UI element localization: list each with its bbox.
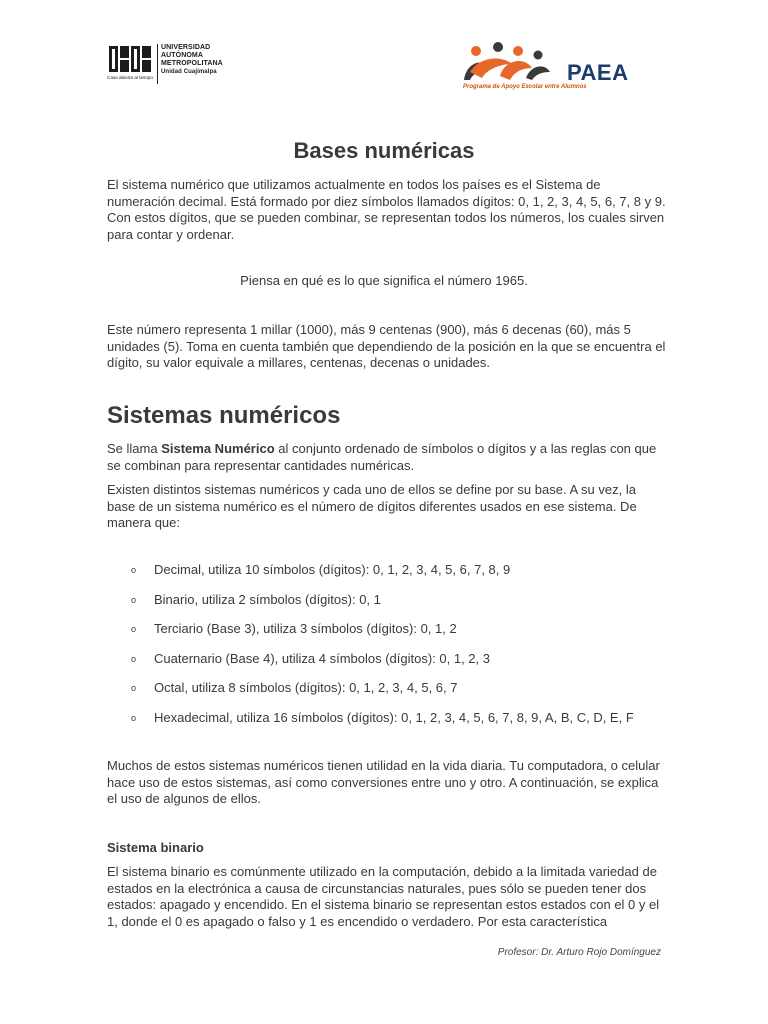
- uam-emblem-icon: [107, 44, 155, 84]
- list-item: [107, 710, 667, 740]
- prompt-paragraph: Piensa en qué es lo que significa el número 1965.: [240, 273, 528, 288]
- bases-intro-paragraph: Existen distintos sistemas numéricos y cada uno de ellos se define por su base. A su vez, la base de un sistema numérico es el número de dígitos diferentes usados en ese sistema. De manera que:: [107, 482, 637, 530]
- binary-paragraph: El sistema binario es comúnmente utilizado en la computación, debido a la limitada variedad de estados en la electrónica a causa de circunstancias naturales, pues sólo se pueden tener dos estados: apagado y encendido. En el sistema binario se representan estos estados con el 0 y el 1, donde el 0 es apagado o falso y 1 es encendido o verdadero. Por esta característica: [107, 864, 660, 929]
- explanation-paragraph: Este número representa 1 millar (1000), más 9 centenas (900), más 6 decenas (60), más 5 unidades (5). Toma en cuenta también que dependiendo de la posición en la que se encuentra el dígito, su valor equivale a millares, centenas, decenas o unidades.: [107, 322, 666, 370]
- uam-name-line-1: UNIVERSIDAD: [161, 44, 211, 51]
- definition-paragraph: [107, 441, 667, 474]
- paea-logo: [460, 42, 660, 102]
- uam-unit: Unidad Cuajimalpa: [161, 69, 217, 75]
- section-heading: Sistemas numéricos: [107, 402, 341, 429]
- bullet-icon: o: [131, 683, 137, 693]
- list-item-text: Binario, utiliza 2 símbolos (dígitos): 0, 1: [154, 591, 381, 607]
- list-item: [107, 562, 667, 592]
- uam-logo: [107, 44, 223, 84]
- intro-paragraph: El sistema numérico que utilizamos actualmente en todos los países es el Sistema de numeración decimal. Está formado por diez símbolos llamados dígitos: 0, 1, 2, 3, 4, 5, 6, 7, 8 y 9. Con estos dígitos, que se pueden combinar, se representan todos los números, los cuales sirven para contar y ordenar.: [107, 177, 666, 242]
- page-title: Bases numéricas: [293, 138, 475, 163]
- list-item-text: Hexadecimal, utiliza 16 símbolos (dígitos): 0, 1, 2, 3, 4, 5, 6, 7, 8, 9, A, B, C, D, E, F: [154, 709, 634, 725]
- list-item-text: Octal, utiliza 8 símbolos (dígitos): 0, 1, 2, 3, 4, 5, 6, 7: [154, 680, 458, 695]
- bullet-icon: o: [131, 565, 137, 575]
- uam-name-line-3: METROPOLITANA: [161, 60, 223, 67]
- list-item-text: Terciario (Base 3), utiliza 3 símbolos (dígitos): 0, 1, 2: [154, 621, 457, 636]
- list-item: [107, 592, 667, 622]
- bullet-icon: o: [131, 712, 137, 723]
- list-item-text: Cuaternario (Base 4), utiliza 4 símbolos (dígitos): 0, 1, 2, 3: [154, 650, 490, 666]
- definition-term: Sistema Numérico: [161, 441, 275, 456]
- list-item-text: Decimal, utiliza 10 símbolos (dígitos): 0, 1, 2, 3, 4, 5, 6, 7, 8, 9: [154, 562, 511, 577]
- uam-divider: [157, 44, 158, 84]
- bullet-icon: o: [131, 624, 137, 634]
- footer-author: Profesor: Dr. Arturo Rojo Domínguez: [497, 947, 661, 958]
- bullet-icon: o: [131, 594, 137, 605]
- list-item: [107, 621, 667, 651]
- list-item: [107, 651, 667, 681]
- bases-list: [107, 562, 667, 739]
- paea-title: PAEA: [567, 60, 629, 85]
- definition-post: al conjunto ordenado de símbolos o dígitos y a las reglas con que se combinan para representar cantidades numéricas.: [107, 441, 657, 473]
- paea-people-icon: [460, 42, 560, 82]
- uam-tagline: Casa abierta al tiempo: [107, 75, 153, 80]
- list-item: [107, 680, 667, 710]
- paea-tagline: Programa de Apoyo Escolar entre Alumnos: [463, 84, 587, 90]
- binary-heading: Sistema binario: [107, 840, 204, 855]
- uam-name: [161, 44, 223, 76]
- bullet-icon: o: [131, 653, 137, 664]
- definition-pre: Se llama: [107, 441, 162, 456]
- usage-paragraph: Muchos de estos sistemas numéricos tienen utilidad en la vida diaria. Tu computadora, o celular hace uso de estos sistemas, así como conversiones entre uno y otro. A continuación, se explica el uso de algunos de ellos.: [107, 758, 660, 806]
- uam-name-line-2: AUTÓNOMA: [161, 52, 204, 59]
